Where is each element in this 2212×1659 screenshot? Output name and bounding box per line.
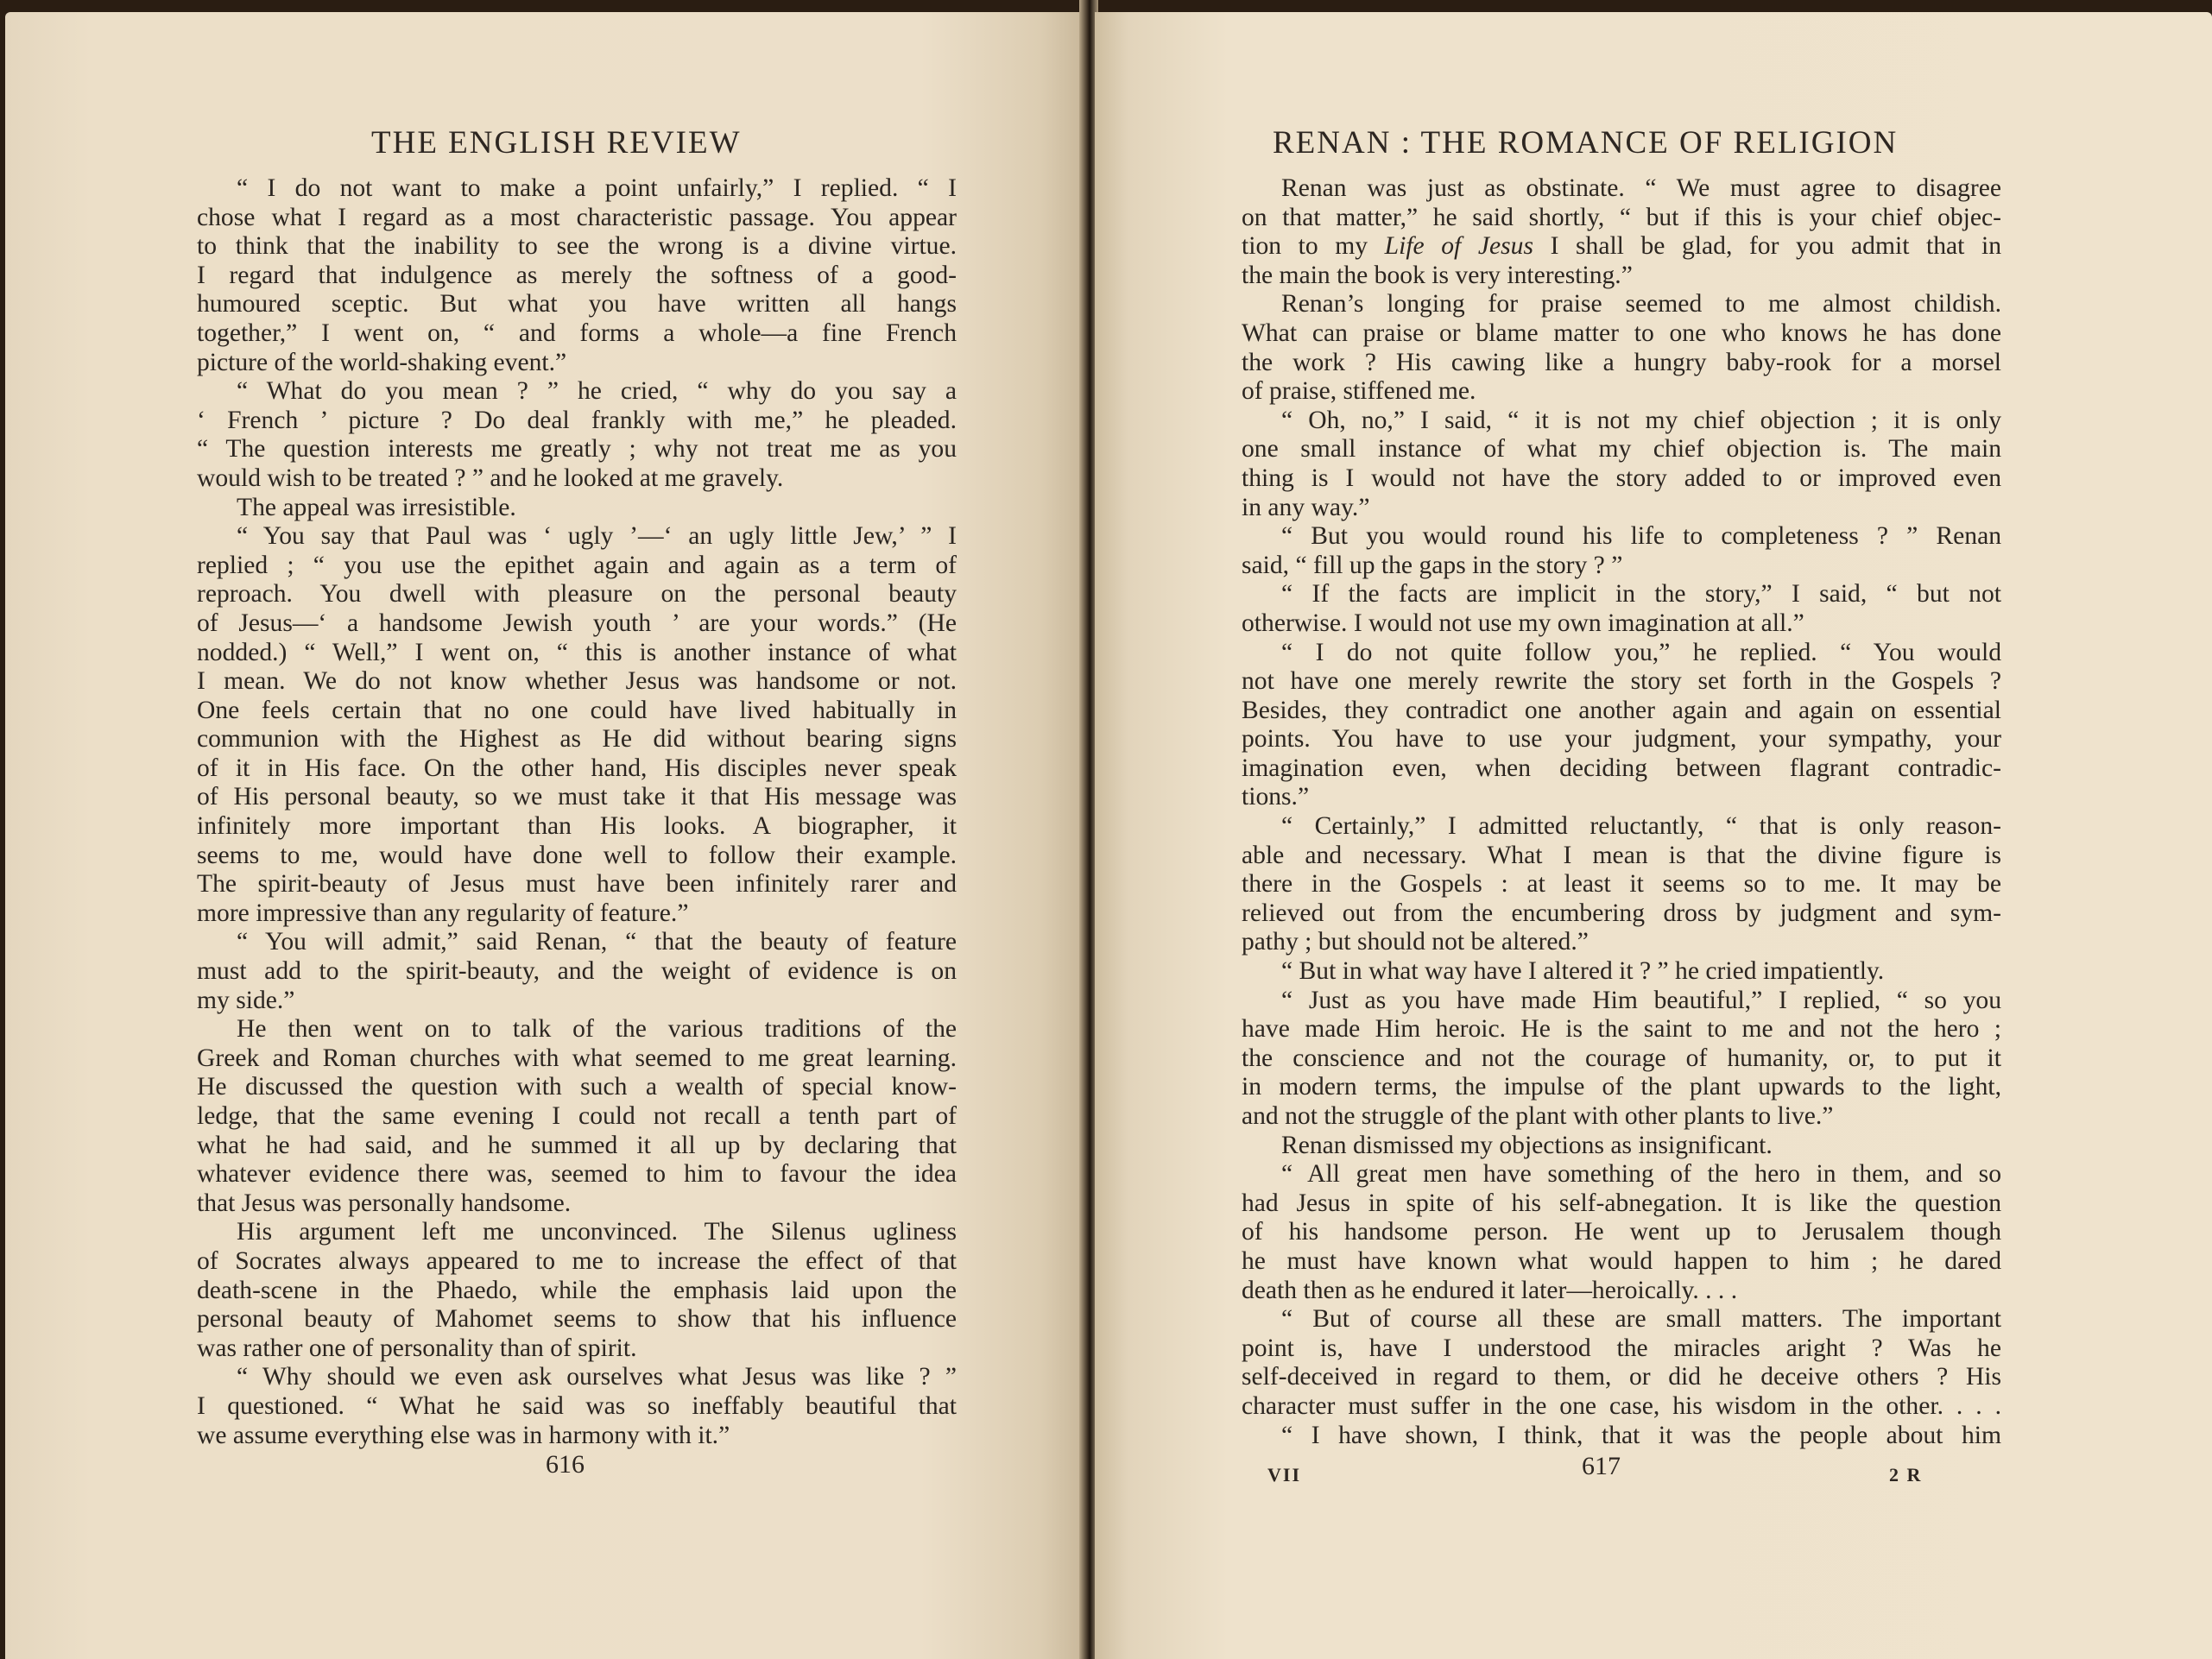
running-head-left: THE ENGLISH REVIEW bbox=[371, 125, 742, 161]
text-line: tions.” bbox=[1242, 783, 1310, 811]
text-line: he must have known what would happen to him ; he dared bbox=[1242, 1246, 2001, 1275]
text-line: would wish to be treated ? ” and he looked at me gravely. bbox=[197, 464, 784, 492]
text-line: Besides, they contradict one another again and again on essential bbox=[1242, 696, 2001, 724]
text-line: humoured sceptic. But what you have written all hangs bbox=[197, 290, 957, 319]
text-line: reproach. You dwell with pleasure on the personal beauty bbox=[197, 580, 957, 609]
text-line: of his handsome person. He went up to Jerusalem though bbox=[1242, 1218, 2001, 1246]
left-page-text bbox=[197, 174, 957, 1450]
text-line: seems to me, would have done well to follow their example. bbox=[197, 841, 957, 869]
text-line: of His personal beauty, so we must take it that His message was bbox=[197, 783, 957, 811]
text-line: I questioned. “ What he said was so ineffably beautiful that bbox=[197, 1391, 957, 1420]
text-line: have made Him heroic. He is the saint to me and not the hero ; bbox=[1242, 1015, 2001, 1044]
text-line: He discussed the question with such a wealth of special know- bbox=[197, 1073, 957, 1101]
text-line: “ But of course all these are small matters. The important bbox=[1281, 1305, 2001, 1334]
text-line: One feels certain that no one could have lived habitually in bbox=[197, 696, 957, 724]
text-line: the conscience and not the courage of humanity, or, to put it bbox=[1242, 1044, 2001, 1072]
text-line: on that matter,” he said shortly, “ but if this is your chief objec- bbox=[1242, 203, 2001, 231]
text-line: tion to my Life of Jesus I shall be glad, for you admit that in bbox=[1242, 232, 2001, 261]
text-line: my side.” bbox=[197, 986, 295, 1014]
text-line: “ I have shown, I think, that it was the people about him bbox=[1281, 1421, 2001, 1449]
text-line: was rather one of personality than of spirit. bbox=[197, 1334, 637, 1362]
text-line: of Socrates always appeared to me to increase the effect of that bbox=[197, 1246, 957, 1275]
text-line: picture of the world-shaking event.” bbox=[197, 348, 567, 376]
text-line: ledge, that the same evening I could not recall a tenth part of bbox=[197, 1102, 957, 1130]
text-line: “ But in what way have I altered it ? ” he cried impatiently. bbox=[1281, 957, 1885, 986]
text-line: “ But you would round his life to completeness ? ” Renan bbox=[1281, 522, 2001, 551]
text-line: Renan’s longing for praise seemed to me almost childish. bbox=[1281, 290, 2001, 319]
text-line: of it in His face. On the other hand, His disciples never speak bbox=[197, 754, 957, 782]
text-line: “ You say that Paul was ‘ ugly ’—‘ an ugly little Jew,’ ” I bbox=[237, 522, 957, 551]
text-line: The appeal was irresistible. bbox=[237, 493, 516, 521]
text-line: character must suffer in the one case, his wisdom in the other. . . . bbox=[1242, 1391, 2001, 1420]
text-line: otherwise. I would not use my own imagination at all.” bbox=[1242, 609, 1804, 637]
text-line: ‘ French ’ picture ? Do deal frankly with me,” he pleaded. bbox=[197, 406, 957, 434]
text-line: Greek and Roman churches with what seemed to me great learning. bbox=[197, 1044, 957, 1072]
right-page-text bbox=[1242, 174, 2001, 1450]
text-line: able and necessary. What I mean is that the divine figure is bbox=[1242, 841, 2001, 869]
text-line: He then went on to talk of the various traditions of the bbox=[237, 1015, 957, 1044]
text-line: in modern terms, the impulse of the plant upwards to the light, bbox=[1242, 1073, 2001, 1101]
text-line: “ Certainly,” I admitted reluctantly, “ that is only reason- bbox=[1281, 812, 2001, 841]
text-line: point is, have I understood the miracles aright ? Was he bbox=[1242, 1334, 2001, 1362]
text-line: “ I do not quite follow you,” he replied. “ You would bbox=[1281, 638, 2001, 666]
text-line: “ If the facts are implicit in the story,” I said, “ but not bbox=[1281, 580, 2001, 609]
text-line: The spirit-beauty of Jesus must have been infinitely rarer and bbox=[197, 870, 957, 899]
text-line: there in the Gospels : at least it seems so to me. It may be bbox=[1242, 870, 2001, 899]
text-line: death-scene in the Phaedo, while the emphasis laid upon the bbox=[197, 1276, 957, 1304]
text-line: that Jesus was personally handsome. bbox=[197, 1189, 572, 1217]
text-line: said, “ fill up the gaps in the story ? ” bbox=[1242, 551, 1623, 579]
text-line: chose what I regard as a most characteristic passage. You appear bbox=[197, 203, 957, 231]
signature-left-mark: VII bbox=[1267, 1464, 1302, 1486]
text-line: I regard that indulgence as merely the softness of a good- bbox=[197, 261, 957, 289]
text-line: pathy ; but should not be altered.” bbox=[1242, 928, 1589, 956]
right-page bbox=[1095, 12, 2212, 1659]
text-line: “ I do not want to make a point unfairly,” I replied. “ I bbox=[237, 174, 957, 202]
text-line: to think that the inability to see the wrong is a divine virtue. bbox=[197, 232, 957, 261]
text-line: personal beauty of Mahomet seems to show that his influence bbox=[197, 1305, 957, 1334]
text-line: relieved out from the encumbering dross by judgment and sym- bbox=[1242, 899, 2001, 927]
running-head-right: RENAN : THE ROMANCE OF RELIGION bbox=[1273, 125, 1899, 161]
text-line: “ The question interests me greatly ; why not treat me as you bbox=[197, 435, 957, 464]
text-line: “ All great men have something of the hero in them, and so bbox=[1281, 1160, 2001, 1189]
text-line: Renan was just as obstinate. “ We must agree to disagree bbox=[1281, 174, 2001, 202]
text-line: self-deceived in regard to them, or did he deceive others ? His bbox=[1242, 1363, 2001, 1391]
book-title-italic: Life of Jesus bbox=[1384, 232, 1533, 261]
text-line: “ Just as you have made Him beautiful,” I replied, “ so you bbox=[1281, 986, 2001, 1014]
folio-left: 616 bbox=[546, 1450, 585, 1479]
text-line: the work ? His cawing like a hungry baby-rook for a morsel bbox=[1242, 348, 2001, 376]
text-line: imagination even, when deciding between flagrant contradic- bbox=[1242, 754, 2001, 782]
text-line: Renan dismissed my objections as insignificant. bbox=[1281, 1131, 1773, 1159]
text-line: and not the struggle of the plant with other plants to live.” bbox=[1242, 1102, 1834, 1130]
text-line: replied ; “ you use the epithet again and again as a term of bbox=[197, 551, 957, 579]
text-line: infinitely more important than His looks. A biographer, it bbox=[197, 812, 957, 841]
text-line: communion with the Highest as He did without bearing signs bbox=[197, 725, 957, 754]
signature-right-mark: 2 R bbox=[1889, 1464, 1923, 1486]
text-line: His argument left me unconvinced. The Silenus ugliness bbox=[237, 1218, 957, 1246]
text-line: of Jesus—‘ a handsome Jewish youth ’ are your words.” (He bbox=[197, 609, 957, 637]
text-line: What can praise or blame matter to one who knows he has done bbox=[1242, 319, 2001, 347]
text-line: “ What do you mean ? ” he cried, “ why do you say a bbox=[237, 377, 957, 406]
text-line: more impressive than any regularity of feature.” bbox=[197, 899, 689, 927]
text-line: nodded.) “ Well,” I went on, “ this is another instance of what bbox=[197, 638, 957, 666]
text-line: points. You have to use your judgment, your sympathy, your bbox=[1242, 725, 2001, 754]
text-line: in any way.” bbox=[1242, 493, 1370, 521]
text-line: “ Why should we even ask ourselves what Jesus was like ? ” bbox=[237, 1363, 957, 1391]
text-line: death then as he endured it later—heroically. . . . bbox=[1242, 1276, 1738, 1304]
text-line: thing is I would not have the story added to or improved even bbox=[1242, 464, 2001, 492]
text-line: of praise, stiffened me. bbox=[1242, 377, 1476, 406]
text-line: I mean. We do not know whether Jesus was handsome or not. bbox=[197, 667, 957, 696]
text-line: one small instance of what my chief objection is. The main bbox=[1242, 435, 2001, 464]
text-line: must add to the spirit-beauty, and the weight of evidence is on bbox=[197, 957, 957, 986]
text-line: what he had said, and he summed it all up by declaring that bbox=[197, 1131, 957, 1159]
text-line: we assume everything else was in harmony with it.” bbox=[197, 1421, 730, 1449]
folio-right: 617 bbox=[1582, 1452, 1621, 1480]
text-line: whatever evidence there was, seemed to him to favour the idea bbox=[197, 1160, 957, 1189]
text-line: “ You will admit,” said Renan, “ that the beauty of feature bbox=[237, 928, 957, 956]
text-line: the main the book is very interesting.” bbox=[1242, 261, 1633, 289]
text-line: not have one merely rewrite the story set forth in the Gospels ? bbox=[1242, 667, 2001, 696]
text-line: “ Oh, no,” I said, “ it is not my chief objection ; it is only bbox=[1281, 406, 2001, 434]
text-line: together,” I went on, “ and forms a whole—a fine French bbox=[197, 319, 957, 347]
left-page bbox=[5, 12, 1083, 1659]
text-line: had Jesus in spite of his self-abnegation. It is like the question bbox=[1242, 1189, 2001, 1217]
